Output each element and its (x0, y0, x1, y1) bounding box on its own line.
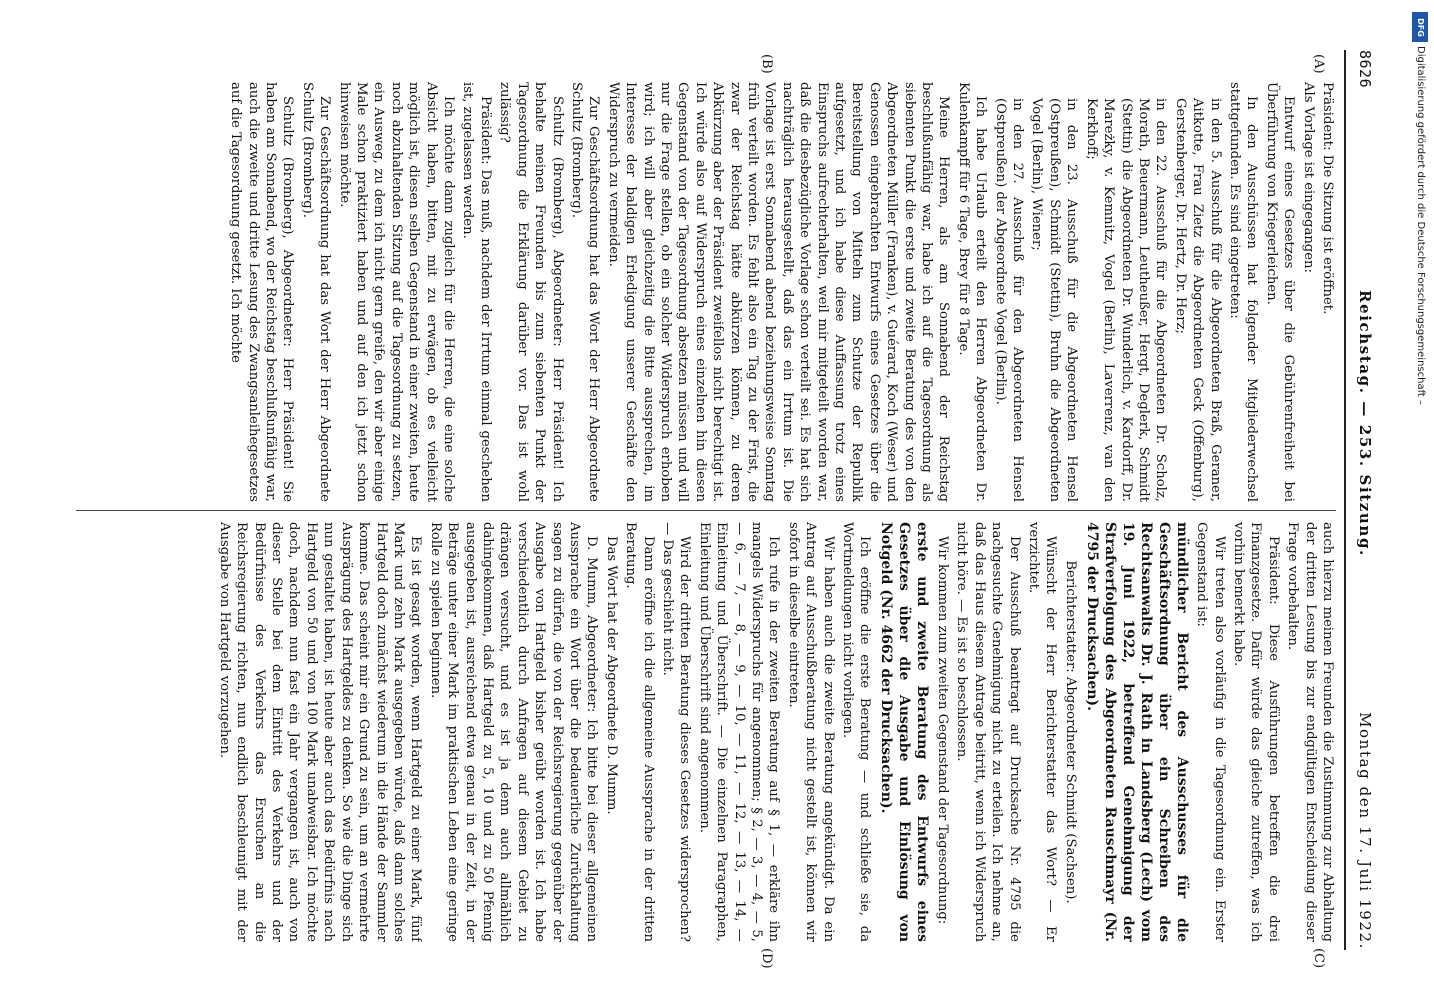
right-column-paragraph: Wir treten also vorläufig in die Tagesordnung ein. Erster Gegenstand ist: (1194, 522, 1227, 942)
right-column-paragraph: Der Ausschuß beantragt auf Drucksache Nr. 4795 die nachgesuchte Genehmigung nicht zu erteilen. Ich nehme an, daß das Haus diesem Antrage beitritt, wenn ich Widerspruch nicht höre. — Es ist so beschlossen. (954, 522, 1022, 942)
right-column-paragraph: Präsident: Diese Ausführungen betreffen die drei Finanzgesetze. Dafür würde das gleiche zutreffen, was ich vorhin bemerkt habe. (1230, 522, 1281, 942)
left-column-paragraph: In den Ausschüssen hat folgender Mitgliederwechsel stattgefunden. Es sind eingetreten: (1226, 82, 1260, 502)
left-column-paragraph: Als Vorlage ist eingegangen: (1300, 82, 1316, 273)
dfg-logo: DFG (1412, 12, 1428, 42)
page-number: 8626 (1356, 50, 1374, 89)
right-column-paragraph: Das Wort hat der Abgeordnete D. Mumm. (603, 536, 619, 815)
right-column-paragraph: Wünscht der Herr Berichterstatter das Wort? — Er verzichtet. (1025, 522, 1059, 942)
right-column-paragraph: erste und zweite Beratung des Entwurfs eines Gesetzes über die Ausgabe und Einlösung von Notgeld (Nr. 4662 der Drucksachen). (878, 522, 931, 942)
right-column-paragraph: Ich rufe in der zweiten Beratung auf § 1, — erkläre ihn mangels Widerspruchs für angenommen; § 2, — 3, — 4, — 5, — 6, — 7, — 8, — 9, — 10, — 11, — 12, — 13, — 14, — Einleitung und Überschrift. — Die einzelnen Paragraphen, Einleitung und Überschrift sind angenommen. (696, 522, 782, 942)
right-column-paragraph: Wird der dritten Beratung dieses Gesetzes widersprochen? — Das geschieht nicht. (660, 522, 693, 942)
left-column-paragraph: Ich möchte dann zugleich für die Herren, die eine solche Absicht haben, bitten, mit zu erwägen, ob es vielleicht möglich ist, diesen selben Gegenstand in einer zweiten, heute noch abzuhaltenden Sitzung auf die Tagesordnung zu setzen, ein Ausweg, zu dem ich nicht gern greife, den wir aber einige Male schon praktiziert haben und auf den ich jetzt schon hinweisen möchte. (336, 82, 457, 502)
left-column-paragraph: Zur Geschäftsordnung hat das Wort der Herr Abgeordnete Schultz (Bromberg). (299, 82, 333, 502)
left-column-paragraph: Entwurf eines Gesetzes über die Gebührenfreiheit bei Überführung von Kriegerleichen. (1263, 82, 1297, 502)
right-column-paragraph: Ich eröffne die erste Beratung — und schließe sie, da Wortmeldungen nicht vorliegen. (840, 522, 873, 942)
left-column-paragraph: Schultz (Bromberg), Abgeordneter: Herr Präsident! Ich behalte meinen Freunden bis zum siebenten Punkt der Tagesordnung die Erklärung darüber vor. Das ist wohl zulässig? (497, 82, 565, 502)
column-divider (76, 510, 1336, 511)
left-column-paragraph: in den 22. Ausschuß für die Abgeordneten Dr. Scholz, Morath, Beuermann, Leutheußer, Hergt, Deglerk, Schmidt (Stettin) die Abgeordneten Dr. Wunderlich, v. Kardorff, Dr. Mareżky, v. Kemnitz, Vogel (Berlin), Laverrenz, van den Kerkhoff; (1083, 98, 1169, 502)
margin-marker-a: (A) (1311, 54, 1326, 74)
left-column-paragraph: Ich habe Urlaub erteilt den Herren Abgeordneten Dr. Kulenkampff für 6 Tage, Brey für 8 Tage. (955, 82, 989, 502)
session-date: Montag den 17. Juli 1922. (1356, 712, 1374, 950)
margin-marker-d: (D) (759, 948, 774, 969)
margin-marker-b: (B) (759, 54, 774, 74)
right-column-paragraph: auch hierzu meinen Freunden die Zustimmung zur Abhaltung der dritten Lesung bis zur endgültigen Entscheidung dieser Frage vorbehalten. (1285, 522, 1335, 942)
right-column-paragraph: mündlicher Bericht des Ausschusses für die Geschäftsordnung über ein Schreiben des Rechtsanwalts Dr. J. Rath in Landsberg (Lech) vom 19. Juni 1922, betreffend Genehmigung der Strafverfolgung des Abgeordneten Rauschmayr (Nr. 4795 der Drucksachen). (1083, 522, 1190, 942)
right-column-paragraph: Berichterstatter: Abgeordneter Schmidt (Sachsen). (1062, 560, 1078, 904)
left-column-paragraph: Zur Geschäftsordnung hat das Wort der Herr Abgeordnete Schultz (Bromberg). (568, 82, 602, 502)
right-column-paragraph: Wir haben auch die zweite Beratung angekündigt. Da ein Antrag auf Ausschußberatung nicht gestellt ist, können wir sofort in dieselbe eintreten. (785, 522, 836, 942)
left-column-paragraph: in den 23. Ausschuß für die Abgeordneten Hensel (Ostpreußen), Schmidt (Stettin), Bruhn die Abgeordneten Vogel (Berlin), Wiener; (1029, 98, 1080, 502)
left-column-paragraph: in den 5. Ausschuß für die Abgeordneten Braß, Geraner, Aitkotte, Frau Zietz die Abgeordneten Geck (Offenburg), Gerstenberger, Dr. Hertz, Dr. Herz; (1172, 98, 1223, 502)
right-column-paragraph: Wir kommen zum zweiten Gegenstand der Tagesordnung: (934, 536, 950, 925)
session-title: Reichstag. — 253. Sitzung. (1356, 290, 1374, 557)
left-text-column (66, 82, 1336, 502)
left-column-paragraph: Meine Herren, als am Sonnabend der Reichstag beschlußunfähig war, habe ich auf die Tagesordnung als siebenten Punkt die erste und zweite Beratung des von den Abgeordneten Müller (Franken), v. Guérard, Koch (Weser) und Genossen eingebrachten Entwurfs eines Gesetzes über die Bereitstellung von Mitteln zum Schutze der Republik aufgesetzt, und ich habe diese Auffassung trotz eines Einspruchs aufrechterhalten, weil mir mitgeteilt worden war, daß die diesbezügliche Vorlage schon verteilt sei. Es hat sich nachträglich herausgestellt, daß das ein Irrtum ist. Die Vorlage ist erst Sonnabend abend beziehungsweise Sonntag früh verteilt worden. Es fehlt also ein Tag zu der Frist, die zwar der Reichstag hätte abkürzen können, zu deren Abkürzung aber der Präsident zweifellos nicht berechtigt ist. Ich würde also auf Widerspruch eines einzelnen hin diesen Gegenstand von der Tagesordnung absetzen müssen und will nur die Frage stellen, ob ein solcher Widerspruch erhoben wird; ich will aber gleichzeitig die Bitte aussprechen, im Interesse der baldigen Erledigung unserer Geschäfte den Widerspruch zu vermeiden. (605, 82, 952, 502)
left-column-paragraph: Schultz (Bromberg), Abgeordneter: Herr Präsident! Sie haben am Sonnabend, wo der Reichstag beschlußunfähig war, auch die zweite und dritte Lesung des Zwangsanleihegesetzes auf die Tagesordnung gesetzt. Ich möchte (228, 82, 296, 502)
right-column-paragraph: D. Mumm, Abgeordneter: Ich bitte bei dieser allgemeinen Aussprache ein Wort über die bedauerliche Zurückhaltung sagen zu dürfen, die von der Reichsregierung gegenüber der Ausgabe von Hartgeld bisher geübt worden ist. Ich habe verschiedentlich durch Anfragen auf diesem Gebiet zu drängen versucht, und es ist ja denn auch allmählich dahingekommen, daß Hartgeld zu 5, 10 und zu 50 Pfennig ausgegeben ist, ausreichend etwa genau in der Zeit, in der Beträge unter einer Mark im praktischen Leben eine geringe Rolle zu spielen beginnen. (427, 522, 600, 942)
left-column-paragraph: Präsident: Die Sitzung ist eröffnet. (1320, 82, 1335, 315)
left-column-paragraph: Präsident: Das muß, nachdem der Irrtum einmal geschehen ist, zugelassen werden. (460, 82, 493, 502)
page-header (1348, 50, 1374, 950)
left-column-paragraph: in den 27. Ausschuß für den Abgeordneten Hensel (Ostpreußen) der Abgeordnete Vogel (Berlin). (992, 98, 1026, 502)
header-rule (1344, 50, 1346, 950)
right-column-paragraph: Es ist gesagt worden, wenn Hartgeld zu einer Mark, fünf Mark und zehn Mark ausgegeben würde, daß dann solches Hartgeld doch zunächst wiederum in die Hände der Sammler komme. Das scheint mir ein Grund zu sein, um an vermehrte Ausprägung des Hartgeldes zu denken. So wie die Dinge sich nun gestaltet haben, ist heute aber auch das Bedürfnis nach Hartgeld von 50 und von 100 Mark unabweisbar. Ich möchte doch, nachdem nun fast ein Jahr vergangen ist, auch von dieser Stelle bei dem Eintritt des Verkehrs und der Bedürfnisse des Verkehrs das Ersuchen an die Reichsregierung richten, nun endlich beschleunigt mit der Ausgabe von Hartgeld vorzugehen. (216, 522, 424, 942)
right-column-paragraph: Dann eröffne ich die allgemeine Aussprache in der dritten Beratung. (623, 522, 656, 942)
right-text-column (66, 522, 1336, 942)
margin-marker-c: (C) (1311, 948, 1326, 969)
digitization-stamp (1410, 6, 1430, 994)
digitization-notice: Digitalisierung gefördert durch die Deutsche Forschungsgemeinschaft – (1415, 46, 1426, 406)
document-page (14, 10, 1414, 990)
